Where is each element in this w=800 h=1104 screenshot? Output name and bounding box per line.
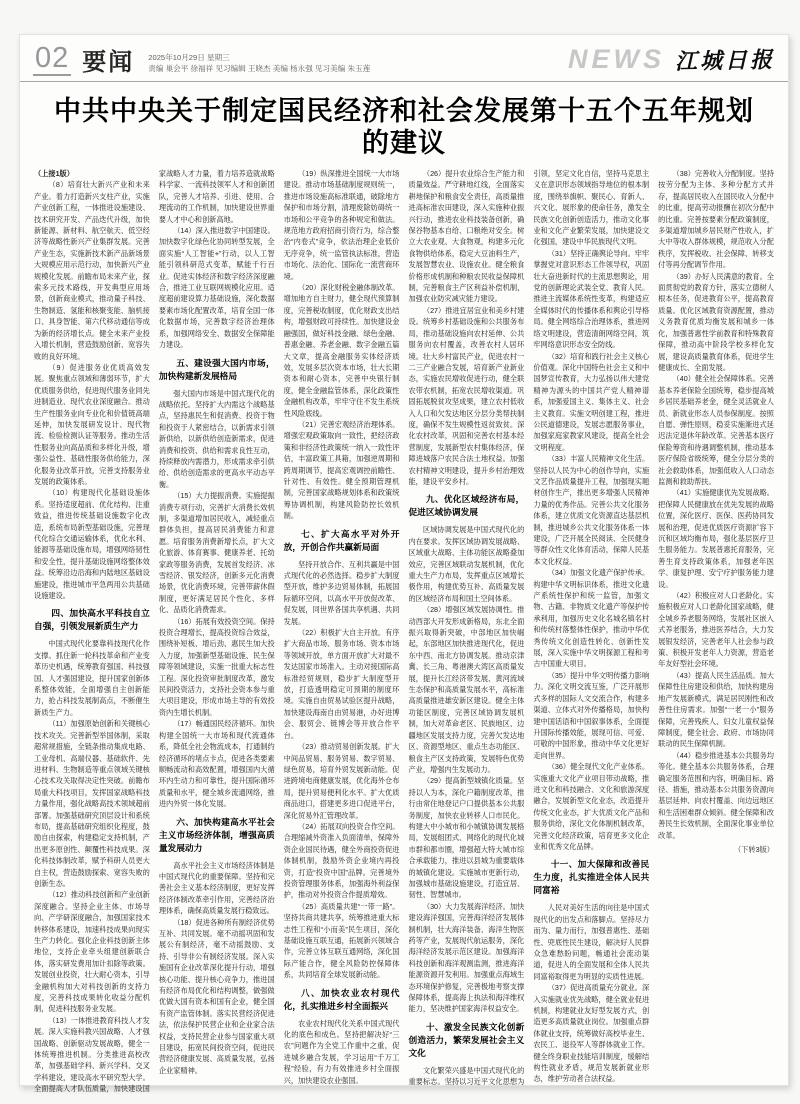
masthead-paper-name: 江城日报 (674, 46, 776, 76)
section-heading: 四、加快高水平科技自立自强，引领发展新质生产力 (34, 608, 150, 632)
article-paragraph: 文化繁荣兴盛是中国式现代化的重要标志。坚持以习近平文化思想为引领，坚定文化自信，坚持马克思主义在意识形态领域指导地位的根本制度，围绕举旗帜、聚民心、育新人、兴文化、展形象的使命任务，激发全民族文化创新创造活力，推动文化事业和文化产业繁荣发展，加快建设文化强国，建设中华民族现代文明。 (408, 169, 650, 1087)
section-heading: 十一、加大保障和改善民生力度，扎实推进全体人民共同富裕 (533, 859, 650, 896)
article-paragraph: （37）促进高质量充分就业。深入实施就业优先战略，健全就业促进机制，构建就业友好型发展方式，创造更多高质量就业岗位。加强重点群体就业支持，统筹做好高校毕业生、农民工、退役军人等群体就业工作。健全终身职业技能培训制度，缓解结构性就业矛盾，规范发展新就业形态，维护劳动者合法权益。 (533, 983, 650, 1084)
article-paragraph: （9）促进服务业优质高效发展。聚焦重点领域和薄弱环节，扩大优质服务供给，促进现代服务业同先进制造业、现代农业深度融合。推动生产性服务业向专业化和价值链高端延伸，加快发展研发设计、现代物流、检验检测认证等服务。推动生活性服务业向高品质和多样化升级，增强公益性、基础性服务供给能力，深化服务业改革开放，完善支持服务业发展的政策体系。 (34, 362, 150, 486)
section-heading: 六、加快构建高水平社会主义市场经济体制，增强高质量发展动力 (158, 816, 275, 853)
article-paragraph: （14）深入推进数字中国建设。加快数字化绿色化协同转型发展，全面实施“人工智能+”行动，以人工智能引领科研范式变革，赋能千行百业。促进实体经济和数字经济深度融合，推进工业互联网规模化应用。适度超前建设算力基础设施，深化数据要素市场化配置改革，培育全国一体化数据市场，完善数字经济治理体系，加强网络安全、数据安全保障能力建设。 (158, 226, 275, 350)
article-paragraph: （28）增强区域发展协调性。推动西部大开发形成新格局，东北全面振兴取得新突破，中部地区加快崛起，东部地区加快推进现代化，促进东中西、南北方协调发展。推动京津冀、长三角、粤港澳大湾区高质量发展，提升长江经济带发展、黄河流域生态保护和高质量发展水平，高标准高质量推进雄安新区建设。健全主体功能区制度，完善区域协调发展机制，加大对革命老区、民族地区、边疆地区发展支持力度，完善欠发达地区、资源型地区、重点生态功能区、粮食主产区支持政策，发展特色优势产业，增强内生发展动力。 (408, 605, 525, 774)
article-paragraph: （10）构建现代化基础设施体系。坚持适度超前、优化结构、注重效益，推进传统基础设施数字化改造，系统布局新型基础设施，完善现代化综合交通运输体系，优化水利、能源等基础设施布局，增强网络韧性和安全性，提升基础设施网络整体效益。统筹沿边沿海和内陆地区基础设施建设，推进城市平急两用公共基础设施建设。 (34, 488, 150, 601)
article-paragraph: （15）大力提振消费。实施提振消费专项行动，完善扩大消费长效机制，多渠道增加居民收入，减轻重点群体负担，提高居民消费能力和意愿。培育服务消费新增长点，扩大文化旅游、体育赛事、健康养老、托幼家政等服务消费，发展首发经济、冰雪经济、银发经济，创新多元化消费场景，优化消费环境，完善带薪休假制度，更好满足居民个性化、多样化、品质化消费需求。 (158, 491, 275, 615)
article-paragraph: （18）促进各种所有制经济优势互补、共同发展。毫不动摇巩固和发展公有制经济，毫不动摇鼓励、支持、引导非公有制经济发展。深入实施国有企业改革深化提升行动，增强核心功能、提升核心竞争力，推进国有经济布局优化和结构调整，做强做优做大国有资本和国有企业，健全国有资产监管体制。落实民营经济促进法，依法保护民营企业和企业家合法权益，支持民营企业参与国家重大项目建设，拓宽民间投资空间，促进民营经济健康发展、高质量发展，弘扬企业家精神。 (158, 917, 275, 1075)
article-paragraph: （29）提高新型城镇化质量。坚持以人为本，深化户籍制度改革，推行由常住地登记户口提供基本公共服务制度，加快农业转移人口市民化。构建大中小城市和小城镇协调发展格局，发展组团式、网络化的现代化城市群和都市圈，增强超大特大城市综合承载能力，推进以县城为重要载体的城镇化建设。实施城市更新行动，加强城市基础设施建设，打造宜居、韧性、智慧城市。 (408, 776, 525, 900)
article-paragraph: （31）坚持正确舆论导向。牢牢掌握党对意识形态工作领导权，巩固壮大奋进新时代的主流思想舆论，用党的创新理论武装全党、教育人民。推进主流媒体系统性变革，构建适应全媒体时代的传播体系和舆论引导格局。健全网络综合治理体系，推进网络文明建设，营造清朗网络空间，筑牢网络意识形态安全防线。 (533, 248, 650, 350)
article-paragraph: （26）提升农业综合生产能力和质量效益。严守耕地红线，全面落实耕地保护和粮食安全责任，高质量推进高标准农田建设，深入实施种业振兴行动，推进农业科技装备创新，确保谷物基本自给、口粮绝对安全。树立大农业观、大食物观，构建多元化食物供给体系，稳定大豆油料生产，发展智慧农业、设施农业。健全粮食价格形成机制和种粮农民收益保障机制，完善粮食主产区利益补偿机制，加强农业防灾减灾能力建设。 (408, 169, 525, 304)
article-paragraph: （34）加强文化遗产保护传承。构建中华文明标识体系，推进文化遗产系统性保护和统一监管，加强文物、古籍、非物质文化遗产等保护传承利用，加强历史文化名城名镇名村和传统村落整体性保护，推动中华优秀传统文化创造性转化、创新性发展，深入实施中华文明探源工程和考古中国重大项目。 (533, 568, 650, 669)
article-paragraph: 区域协调发展是中国式现代化的内在要求。发挥区域协调发展战略、区域重大战略、主体功能区战略叠加效应，完善区域联动发展机制，优化重大生产力布局，发挥重点区域增长极作用，构建优势互补、高质量发展的区域经济布局和国土空间体系。 (408, 525, 525, 603)
article-paragraph: （8）培育壮大新兴产业和未来产业。着力打造新兴支柱产业，实施产业创新工程，一体推进设施建设、技术研究开发、产品迭代升级，加快新能源、新材料、航空航天、低空经济等战略性新兴产业集群发展。完善产业生态，实施新技术新产品新场景大规模应用示范行动，加快新兴产业规模化发展。前瞻布局未来产业，探索多元技术路线，开发典型应用场景，创新商业模式，推动量子科技、生物制造、氢能和核聚变能、脑机接口、具身智能、第六代移动通信等成为新的经济增长点。健全未来产业投入增长机制，营造鼓励创新、宽容失败的良好环境。 (34, 180, 150, 361)
article-paragraph: （20）深化财税金融体制改革。增加地方自主财力，健全现代预算制度，完善税收制度，优化财政支出结构，增强财政可持续性。加快建设金融强国，做好科技金融、绿色金融、普惠金融、养老金融、数字金融五篇大文章，提高金融服务实体经济质效，发展多层次资本市场，壮大长期资本和耐心资本，完善中央银行制度，健全金融监管体系，深化政策性金融机构改革，牢牢守住不发生系统性风险底线。 (283, 283, 400, 418)
article-paragraph: （44）稳步推进基本公共服务均等化。健全基本公共服务体系，合理确定服务范围和内容，明确目标、路径、措施，推动基本公共服务资源向基层延伸、向农村覆盖、向边远地区和生活困难群众倾斜。健全保障和改善民生长效机制，全面深化事业单位改革。 (658, 750, 774, 840)
article-paragraph: 高水平社会主义市场经济体制是中国式现代化的重要保障。坚持和完善社会主义基本经济制度，更好发挥经济体制改革牵引作用，完善经济治理体系，确保高质量发展行稳致远。 (158, 860, 275, 916)
article-paragraph: （36）健全现代文化产业体系。实施重大文化产业项目带动战略，推进文化和科技融合、文化和旅游深度融合，发展新型文化业态，改造提升传统文化业态，扩大优质文化产品和服务供给，深化文化体制机制改革，完善文化经济政策，培育更多文化企业和优秀文化品牌。 (533, 762, 650, 851)
article-paragraph: （32）培育和践行社会主义核心价值观。深化中国特色社会主义和中国梦宣传教育，大力弘扬以伟大建党精神为源头的中国共产党人精神谱系，加强爱国主义、集体主义、社会主义教育。实施文明创建工程，推进公民道德建设，发展志愿服务事业，加强家庭家教家风建设，提高全社会文明程度。 (533, 351, 650, 452)
article-paragraph: （16）拓展有效投资空间。保持投资合理增长，提高投资综合效益，围绕补短板、增后劲、惠民生加大投入力度，加强新型基础设施、民生保障等领域建设，实施一批重大标志性工程。深化投资审批制度改革，激发民间投资活力，支持社会资本参与重大项目建设，形成市场主导的有效投资内生增长机制。 (158, 616, 275, 717)
newspaper-page (19, 34, 789, 1094)
article-paragraph: （24）拓展双向投资合作空间。合理缩减外资准入负面清单，保障外资企业国民待遇，健全外商投资促进体制机制，鼓励外资企业境内再投资，打造“投资中国”品牌。完善境外投资管理服务体系，加强海外利益保护，推动对外投资合作提质增效。 (283, 821, 400, 900)
article-columns (34, 168, 774, 1098)
issue-meta (148, 53, 370, 76)
article-paragraph: （19）纵深推进全国统一大市场建设。推动市场基础制度规则统一，推进市场设施高标准联通，破除地方保护和市场分割，清理废除妨碍统一市场和公平竞争的各种规定和做法。规范地方政府招商引资行为，综合整治“内卷式”竞争，依法治理企业低价无序竞争，统一监管执法标准，营造市场化、法治化、国际化一流营商环境。 (283, 169, 400, 281)
article-paragraph: （22）积极扩大自主开放。有序扩大商品市场、服务市场、资本市场等领域开放，单方面开放扩大对最不发达国家市场准入。主动对接国际高标准经贸规则，稳步扩大制度型开放，打造透明稳定可预期的制度环境。实施自由贸易试验区提升战略，加快建设海南自由贸易港，办好进博会、服贸会、链博会等开放合作平台。 (283, 628, 400, 740)
continued-from-marker: （上接1版） (34, 169, 74, 178)
article-paragraph: 坚持开放合作、互利共赢是中国式现代化的必然选择。稳步扩大制度型开放，维护多边贸易体制，拓展国际循环空间，以高水平开放促改革、促发展，同世界各国共享机遇、共同发展。 (283, 559, 400, 626)
header-rule (20, 81, 788, 82)
article-paragraph: （23）推动贸易创新发展。扩大中间品贸易、服务贸易、数字贸易、绿色贸易，培育外贸发展新动能。促进跨境电商健康发展，优化海外仓布局，提升贸易便利化水平。扩大优质商品进口，搭建更多进口促进平台，深化贸易外汇管理改革。 (283, 742, 400, 820)
article-paragraph: （43）提高人民生活品质。加大保障性住房建设和供给，加快构建房地产发展新模式，满足居民刚性和改善性住房需求。加强“一老一小”服务保障，完善残疾人、妇女儿童权益保障制度，健全社会、政府、市场协同联动的民生保障机制。 (658, 670, 774, 749)
section-heading: 五、建设强大国内市场，加快构建新发展格局 (158, 357, 275, 381)
article-headline: 中共中央关于制定国民经济和社会发展第十五个五年规划的建议 (54, 96, 754, 158)
section-heading: 九、优化区域经济布局，促进区域协调发展 (408, 494, 525, 518)
page-number: 02 (35, 42, 70, 74)
article-paragraph: 中国式现代化要靠科技现代化作支撑。抓住新一轮科技革命和产业变革历史机遇，统筹教育强国、科技强国、人才强国建设，提升国家创新体系整体效能，全面增强自主创新能力，抢占科技发展制高点，不断催生新质生产力。 (34, 639, 150, 717)
article-paragraph: （41）实施健康优先发展战略。把保障人民健康放在优先发展的战略位置，深化医疗、医保、医药协同发展和治理，促进优质医疗资源扩容下沉和区域均衡布局，强化基层医疗卫生服务能力。发展普惠托育服务，完善生育支持政策体系，加强老年医学、康复护理、安宁疗护服务能力建设。 (658, 488, 774, 589)
article-paragraph: （27）推进宜居宜业和美乡村建设。统筹乡村基础设施和公共服务布局，推动基础设施向农村延伸、公共服务向农村覆盖，改善农村人居环境。壮大乡村富民产业，促进农村一二三产业融合发展，培育新产业新业态，实施农民增收促进行动，健全联农带农机制，拓宽农民增收渠道。巩固拓展脱贫攻坚成果，建立农村低收入人口和欠发达地区分层分类帮扶制度，确保不发生规模性返贫致贫。深化农村改革，巩固和完善农村基本经营制度，发展新型农村集体经济，保障进城落户农民合法土地权益。加强农村精神文明建设，提升乡村治理效能，建设平安乡村。 (408, 305, 525, 486)
article-paragraph: 人民对美好生活的向往是中国式现代化的出发点和落脚点。坚持尽力而为、量力而行，加强普惠性、基础性、兜底性民生建设，解决好人民群众急难愁盼问题，畅通社会流动渠道，促进人的全面发展和全体人民共同富裕取得更为明显的实质性进展。 (533, 903, 650, 981)
article-paragraph: （21）完善宏观经济治理体系。增强宏观政策取向一致性，把经济政策和非经济性政策统一纳入一致性评估，丰富政策工具箱，加强逆周期和跨周期调节，提高宏观调控前瞻性、针对性、有效性。健全预期管理机制，完善国家战略规划体系和政策统筹协调机制，构建风险防控长效机制。 (283, 419, 400, 521)
masthead (568, 46, 775, 76)
section-heading: 十、激发全民族文化创新创造活力，繁荣发展社会主义文化 (408, 1021, 525, 1058)
article-paragraph: （25）高质量共建“一带一路”。坚持共商共建共享，统筹推进重大标志性工程和“小而美”民生项目，深化基础设施互联互通，拓展新兴领域合作，完善立体互联互通网络，深化国际产能合作，健全风险防控保障体系，共同培育全球发展新动能。 (283, 901, 400, 980)
masthead-news-logo: NEWS (567, 44, 665, 74)
staff-line: 责编 巢会平 徐福祥 见习编辑 王晓杰 美编 杨永强 见习美编 朱玉莲 (148, 63, 371, 73)
article-paragraph: 农业农村现代化关系中国式现代化的底色和成色。坚持把解决好“三农”问题作为全党工作重中之重，促进城乡融合发展，学习运用“千万工程”经验，有力有效推进乡村全面振兴，加快建设农业强国。 (283, 1018, 400, 1085)
page-header (20, 35, 788, 81)
article-paragraph: （13）一体推进教育科技人才发展。深入实施科教兴国战略、人才强国战略、创新驱动发展战略，健全一体统筹推进机制。分类推进高校改革，加强基础学科、新兴学科、交叉学科建设，建设高水平研究型大学。全面提高人才队伍质量，加快建设国家战略人才力量，着力培养造就战略科学家、一流科技领军人才和创新团队，完善人才培养、引进、使用、合理流动的工作机制，加快建设世界重要人才中心和创新高地。 (34, 169, 275, 1094)
article-paragraph: （35）提升中华文明传播力影响力。深化文明交流互鉴，广泛开展形式多样的国际人文交流合作，构建多渠道、立体式对外传播格局，加快构建中国话语和中国叙事体系，全面提升国际传播效能，展现可信、可爱、可敬的中国形象，推动中华文化更好走向世界。 (533, 670, 650, 760)
article-paragraph: 强大国内市场是中国式现代化的战略依托。坚持扩大内需这个战略基点，坚持惠民生和促消费、投资于物和投资于人紧密结合，以新需求引领新供给，以新供给创造新需求，促进消费和投资、供给和需求良性互动，持续释放内需潜力，形成需求牵引供给、供给创造需求的更高水平动态平衡。 (158, 388, 275, 489)
article-paragraph: （42）积极应对人口老龄化。实施积极应对人口老龄化国家战略，健全城乡养老服务网络，发展社区嵌入式养老服务，推进医养结合，大力发展银发经济，完善老年人社会参与政策、积极开发老年人力资源，营造老年友好型社会环境。 (658, 591, 774, 669)
article-paragraph: （39）办好人民满意的教育。全面贯彻党的教育方针，落实立德树人根本任务，促进教育公平，提高教育质量。优化区域教育资源配置，推动义务教育优质均衡发展和城乡一体化，加强普惠性学前教育和特殊教育保障，推动高中阶段学校多样化发展，建设高质量教育体系，促进学生健康成长、全面发展。 (658, 271, 774, 372)
article-paragraph: （40）健全社会保障体系。完善基本养老保险全国统筹，稳步提高城乡居民基础养老金，健全灵活就业人员、新就业形态人员参保制度。按照自愿、弹性原则，稳妥实施渐进式延迟法定退休年龄改革。完善基本医疗保险筹资和待遇调整机制，推动基本医疗保险省级统筹，健全分层分类的社会救助体系，加强低收入人口动态监测和救助帮扶。 (658, 374, 774, 486)
date-line: 2025年10月29日 星期三 (148, 53, 230, 62)
article-paragraph: （12）推动科技创新和产业创新深度融合。坚持企业主体、市场导向、产学研深度融合，加强国家技术转移体系建设，加速科技成果向现实生产力转化。强化企业科技创新主体地位，支持企业牵头组建创新联合体，落实研发费用加计扣除等政策。发展创业投资，壮大耐心资本，引导金融机构加大对科技创新的支持力度，完善科技成果转化收益分配机制，促进科技服务业发展。 (34, 890, 150, 1014)
section-heading: 八、加快农业农村现代化，扎实推进乡村全面振兴 (283, 987, 400, 1011)
section-heading: 七、扩大高水平对外开放，开创合作共赢新局面 (283, 528, 400, 552)
continued-to-marker: （下转3版） (734, 844, 774, 854)
section-name: 要闻 (82, 49, 135, 76)
article-paragraph: （33）丰富人民精神文化生活。坚持以人民为中心的创作导向，实施文艺作品质量提升工程，加强现实题材创作生产，推出更多增强人民精神力量的优秀作品。完善公共文化服务体系，建立优质文化资源直达基层机制，推进城乡公共文化服务体系一体建设，广泛开展全民阅读、全民健身等群众性文化体育活动，保障人民基本文化权益。 (533, 454, 650, 566)
article-paragraph: （11）加强原始创新和关键核心技术攻关。完善新型举国体制，采取超常规措施，全链条推动集成电路、工业母机、高端仪器、基础软件、先进材料、生物制造等重点领域关键核心技术攻关取得决定性突破。前瞻布局重大科技项目，发挥国家战略科技力量作用，强化战略高技术领域超前部署。加强基础研究顶层设计和系统布局，提高基础研究组织化程度，鼓励自由探索，构建稳定支持机制，产出更多原创性、颠覆性科技成果。深化科技体制改革，赋予科研人员更大自主权，营造鼓励探索、宽容失败的创新生态。 (34, 719, 150, 888)
article-paragraph: （30）大力发展海洋经济。加快建设海洋强国，完善海洋经济发展体制机制，壮大海洋装备、海洋生物医药等产业，发展现代航运服务，深化海洋经济发展示范区建设。加强海洋科技创新和海洋观测监测，推进海洋能源资源开发利用。加强重点海域生态环境保护修复，完善极地考察支撑保障体系，提高海上执法和海洋维权能力，坚决维护国家海洋权益安全。 (408, 901, 525, 1014)
article-paragraph: （38）完善收入分配制度。坚持按劳分配为主体、多种分配方式并存，提高居民收入在国民收入分配中的比重，提高劳动报酬在初次分配中的比重。完善按要素分配政策制度，多渠道增加城乡居民财产性收入，扩大中等收入群体规模，规范收入分配秩序，发挥税收、社会保障、转移支付等再分配调节作用。 (658, 169, 774, 270)
article-paragraph: （17）畅通国民经济循环。加快构建全国统一大市场和现代流通体系，降低全社会物流成本，打通制约经济循环的堵点卡点，促进各类要素顺畅流动和高效配置，增强国内大循环内生动力和可靠性，提升国际循环质量和水平，健全城乡流通网络，推进内外贸一体化发展。 (158, 719, 275, 809)
